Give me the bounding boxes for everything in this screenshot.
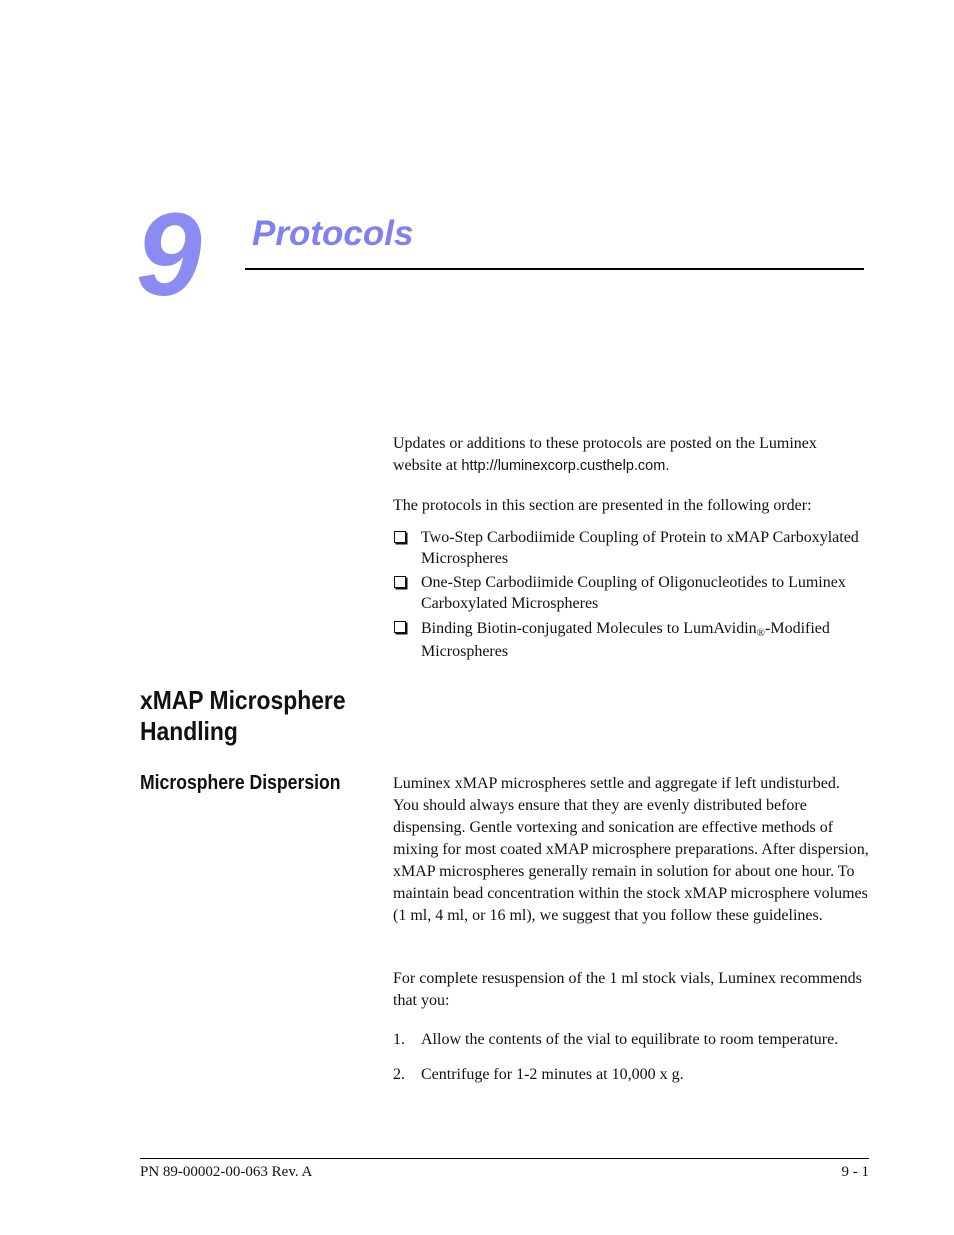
- dispersion-text: Luminex xMAP microspheres settle and aggregate if left undisturbed. You should always ensure that they are evenly distributed before dispensing. Gentle vortexing and sonication are effective methods of mixing for most coated xMAP microsphere preparations. After dispersion, xMAP microspheres generally remain in solution for about one hour. To maintain bead concentration within the stock xMAP microsphere volumes (1 ml, 4 ml, or 16 ml), we suggest that you follow these guidelines.: [393, 775, 869, 924]
- step-number: 1.: [393, 1031, 405, 1048]
- subsection-heading: Microsphere Dispersion: [140, 772, 341, 794]
- step-text: Allow the contents of the vial to equilibrate to room temperature.: [421, 1031, 839, 1048]
- list-item: [393, 1064, 869, 1086]
- registered-mark: ®: [756, 627, 766, 639]
- footer-part-number: PN 89-00002-00-063 Rev. A: [140, 1164, 313, 1180]
- chapter-number: 9: [136, 189, 202, 321]
- steps-list: [393, 1029, 869, 1086]
- updates-text: Updates or additions to these protocols are posted on the Luminex website at: [393, 435, 817, 474]
- footer-page-number: 9 - 1: [841, 1164, 869, 1180]
- list-item-text: Two-Step Carbodiimide Coupling of Protein to xMAP Carboxylated Microspheres: [421, 529, 859, 567]
- list-item-text: One-Step Carbodiimide Coupling of Oligonucleotides to Luminex Carboxylated Microspheres: [421, 574, 846, 612]
- list-item: [393, 572, 869, 614]
- intro-updates-paragraph: [393, 433, 869, 477]
- section-heading: xMAP Microsphere Handling: [140, 685, 346, 746]
- protocol-list: [393, 527, 869, 663]
- steps-block: [393, 1029, 869, 1086]
- resuspension-paragraph: [393, 968, 869, 1012]
- list-item: [393, 527, 869, 569]
- list-item-text: -Modified Microspheres: [421, 620, 830, 660]
- intro-order-block: [393, 495, 869, 666]
- list-item: [393, 617, 869, 663]
- list-item: [393, 1029, 869, 1051]
- order-text: The protocols in this section are presented in the following order:: [393, 497, 812, 514]
- chapter-title: Protocols: [252, 214, 414, 253]
- support-url-link[interactable]: http://luminexcorp.custhelp.com.: [461, 458, 670, 474]
- checkbox-icon: [394, 531, 406, 543]
- checkbox-icon: [394, 576, 406, 588]
- step-number: 2.: [393, 1066, 405, 1083]
- footer-rule: [140, 1158, 869, 1159]
- title-rule: [245, 268, 864, 270]
- checkbox-icon: [394, 621, 406, 633]
- dispersion-paragraph: [393, 773, 869, 927]
- step-text: Centrifuge for 1-2 minutes at 10,000 x g.: [421, 1066, 684, 1083]
- resuspension-text: For complete resuspension of the 1 ml stock vials, Luminex recommends that you:: [393, 970, 862, 1009]
- list-item-text: Binding Biotin-conjugated Molecules to LumAvidin: [421, 620, 757, 637]
